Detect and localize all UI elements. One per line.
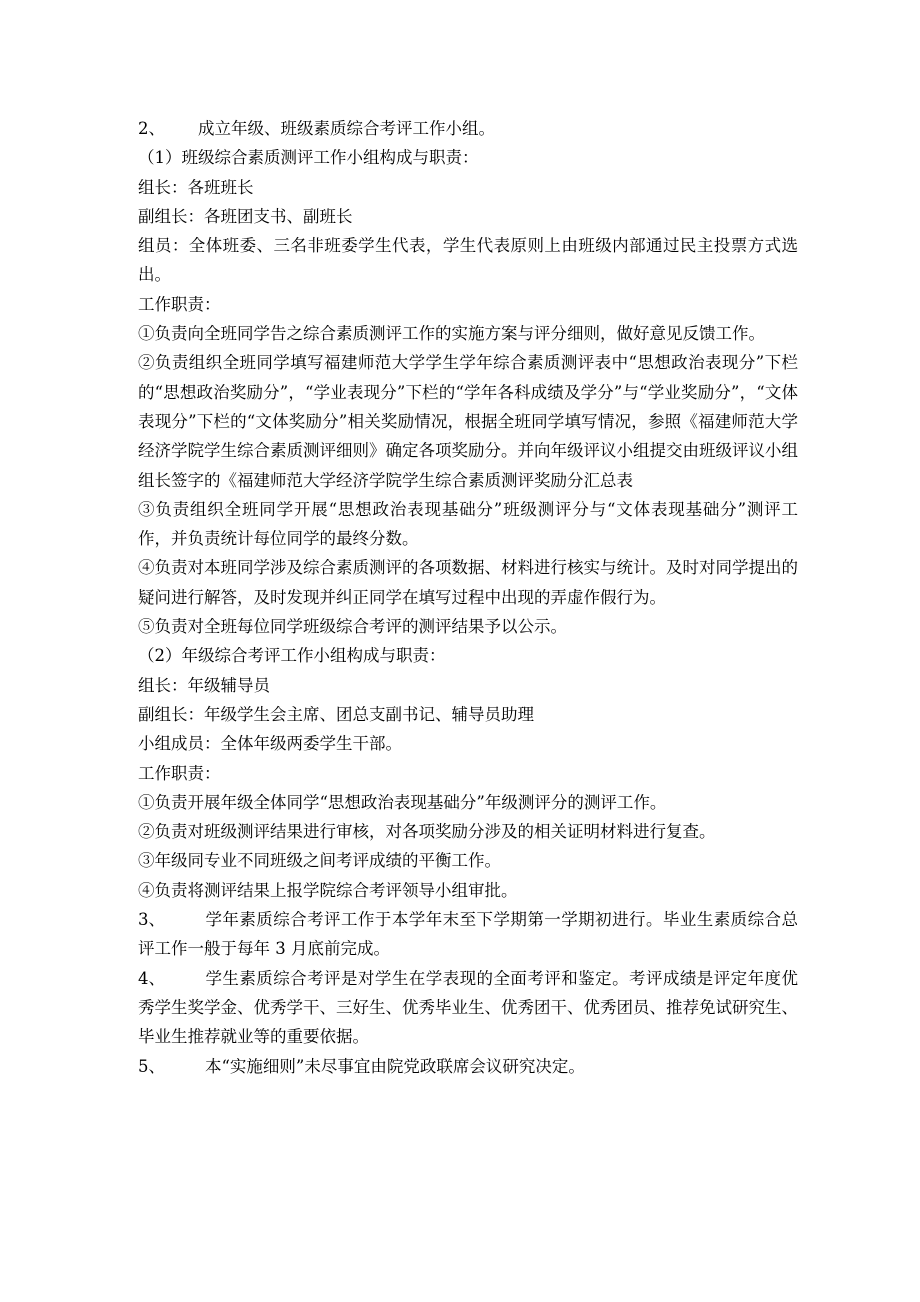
paragraph-text: 学年素质综合考评工作于本学年末至下学期第一学期初进行。毕业生素质综合总评工作一般于每年 3 月底前完成。 <box>138 910 798 959</box>
paragraph: ③年级同专业不同班级之间考评成绩的平衡工作。 <box>138 851 501 871</box>
paragraph: （1）班级综合素质测评工作小组构成与职责： <box>138 148 479 168</box>
numbered-paragraph <box>138 114 798 143</box>
paragraph: ②负责组织全班同学填写福建师范大学学生学年综合素质测评表中“思想政治表现分”下栏的“思想政治奖励分”，“学业表现分”下栏的“学年各科成绩及学分”与“学业奖励分”，“文体表现分”下栏的“文体奖励分”相关奖励情况，根据全班同学填写情况，参照《福建师范大学经济学院学生综合素质测评细则》确定各项奖励分。并向年级评议小组提交由班级评议小组组长签字的《福建师范大学经济学院学生综合素质测评奖励分汇总表 <box>138 353 798 490</box>
paragraph-number: 2、 <box>138 119 165 138</box>
paragraph: 小组成员：全体年级两委学生干部。 <box>138 734 402 754</box>
paragraph: ④负责对本班同学涉及综合素质测评的各项数据、材料进行核实与统计。及时对同学提出的疑问进行解答，及时发现并纠正同学在填写过程中出现的弄虚作假行为。 <box>138 558 798 607</box>
numbered-paragraph <box>138 905 798 964</box>
paragraph: ①负责开展年级全体同学“思想政治表现基础分”年级测评分的测评工作。 <box>138 792 667 812</box>
paragraph-number: 5、 <box>138 1056 165 1076</box>
paragraph-text: 成立年级、班级素质综合考评工作小组。 <box>198 119 495 138</box>
numbered-paragraph <box>138 964 798 1052</box>
paragraph: 组长：各班班长 <box>138 177 254 197</box>
numbered-paragraph <box>138 1052 798 1081</box>
paragraph: （2）年级综合考评工作小组构成与职责： <box>138 646 446 666</box>
paragraph: 组长：年级辅导员 <box>138 675 270 695</box>
document-body <box>138 114 798 1081</box>
paragraph-number: 4、 <box>138 968 165 988</box>
paragraph: ③负责组织全班同学开展“思想政治表现基础分”班级测评分与“文体表现基础分”测评工作，并负责统计每位同学的最终分数。 <box>138 499 798 549</box>
paragraph: ⑤负责对全班每位同学班级综合考评的测评结果予以公示。 <box>138 617 567 637</box>
paragraph: 工作职责： <box>138 294 221 314</box>
paragraph: 副组长：各班团支书、副班长 <box>138 206 353 226</box>
paragraph: 组员：全体班委、三名非班委学生代表，学生代表原则上由班级内部通过民主投票方式选出。 <box>138 236 798 285</box>
paragraph: 副组长：年级学生会主席、团总支副书记、辅导员助理 <box>138 704 534 724</box>
paragraph-text: 学生素质综合考评是对学生在学表现的全面考评和鉴定。考评成绩是评定年度优秀学生奖学金、优秀学干、三好生、优秀毕业生、优秀团干、优秀团员、推荐免试研究生、毕业生推荐就业等的重要依据。 <box>138 968 798 1047</box>
paragraph: ①负责向全班同学告之综合素质测评工作的实施方案与评分细则，做好意见反馈工作。 <box>138 324 765 344</box>
paragraph: ④负责将测评结果上报学院综合考评领导小组审批。 <box>138 880 518 900</box>
paragraph-text: 本“实施细则”未尽事宜由院党政联席会议研究决定。 <box>205 1056 585 1076</box>
paragraph: 工作职责： <box>138 763 221 783</box>
paragraph-number: 3、 <box>138 910 165 930</box>
paragraph: ②负责对班级测评结果进行审核，对各项奖励分涉及的相关证明材料进行复查。 <box>138 822 716 842</box>
